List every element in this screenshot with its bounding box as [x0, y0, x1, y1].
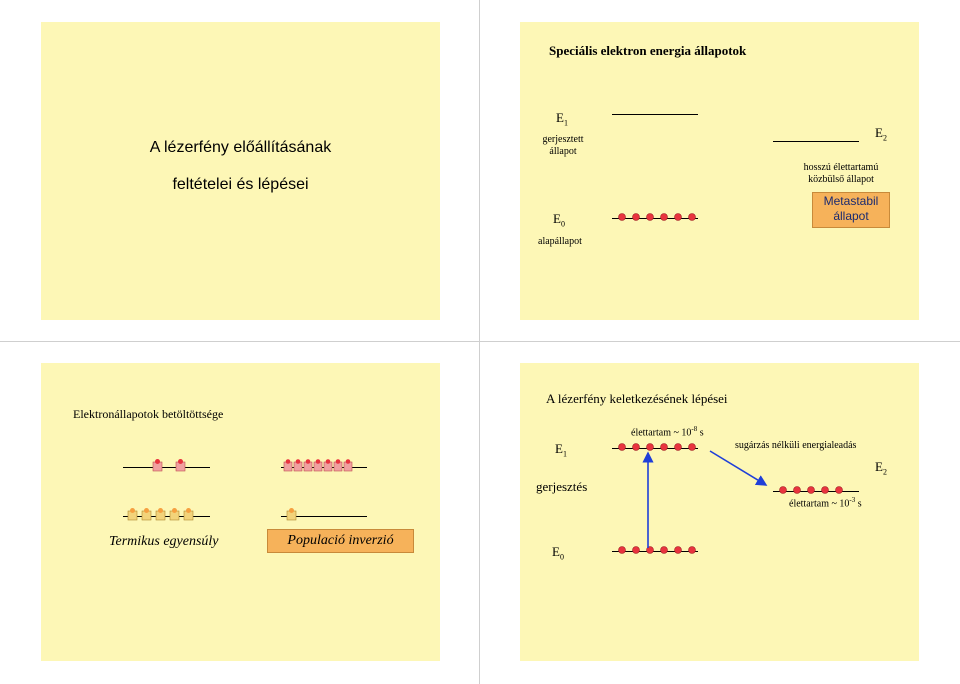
thermal-lower-atoms: [123, 506, 210, 522]
thermal-equilibrium-label: Termikus egyensúly: [109, 534, 219, 549]
e0-label: $E_0$: [552, 544, 564, 562]
atom-figure-icon: [314, 459, 322, 471]
e2-label: $E_2$: [875, 459, 887, 477]
atom-figure-icon: [156, 508, 165, 520]
e2-level-line: [773, 141, 859, 142]
excitation-label: gerjesztés: [536, 479, 588, 494]
e2-label: $E_2$: [875, 125, 887, 143]
slide-1-title-line-1: A lézerfény előállításának: [149, 139, 332, 156]
atom-figure-icon: [128, 508, 137, 520]
atom-figure-icon: [287, 508, 296, 520]
slide-4: [520, 363, 919, 661]
inversion-upper-atoms: [281, 457, 367, 473]
atom-figure-icon: [294, 459, 302, 471]
nonradiative-arrow: [710, 451, 766, 485]
red-dot-icon: [661, 214, 668, 221]
atom-figure-icon: [153, 459, 162, 471]
slide-2: [520, 22, 919, 320]
atom-figure-icon: [142, 508, 151, 520]
lifetime-1-label: élettartam ~ $10^{-8}$ s: [631, 425, 704, 439]
e1-level-line: [612, 114, 698, 115]
slide-1: [41, 22, 440, 320]
red-dot-icon: [675, 214, 682, 221]
atom-figure-icon: [170, 508, 179, 520]
inversion-lower-atoms: [281, 506, 367, 522]
atom-figure-icon: [304, 459, 312, 471]
slide-4-title: A lézerfény keletkezésének lépései: [546, 391, 728, 406]
slide-1-title-line-2: feltételei és lépései: [172, 176, 309, 193]
atom-figure-icon: [334, 459, 342, 471]
atom-figure-icon: [184, 508, 193, 520]
transition-arrows: [520, 363, 919, 661]
slide-3: [41, 363, 440, 661]
lifetime-2-label: élettartam ~ $10^{-3}$ s: [789, 496, 862, 510]
horizontal-page-divider: [0, 341, 960, 342]
excited-state-label: gerjesztett állapot: [542, 134, 584, 157]
e1-label: $E_1$: [556, 110, 568, 128]
metastable-description: hosszú élettartamú közbülső állapot: [803, 162, 879, 185]
slide-3-title: Elektronállapotok betöltöttsége: [73, 407, 224, 421]
red-dot-icon: [689, 214, 696, 221]
ground-state-label: alapállapot: [538, 236, 582, 247]
atom-figure-icon: [324, 459, 332, 471]
population-inversion-label: Populació inverzió: [287, 533, 394, 548]
e0-electrons: [612, 212, 698, 224]
nonradiative-label: sugárzás nélküli energialeadás: [735, 440, 857, 451]
atom-figure-icon: [176, 459, 185, 471]
metastable-badge-text: Metastabil állapot: [823, 194, 879, 223]
atom-figure-icon: [284, 459, 292, 471]
atom-figure-icon: [344, 459, 352, 471]
slide-2-title: Speciális elektron energia állapotok: [549, 43, 747, 58]
e0-label: $E_0$: [553, 211, 565, 229]
red-dot-icon: [647, 214, 654, 221]
e1-label: $E_1$: [555, 441, 567, 459]
vertical-page-divider: [479, 0, 480, 684]
red-dot-icon: [633, 214, 640, 221]
red-dot-icon: [619, 214, 626, 221]
thermal-upper-atoms: [123, 457, 210, 473]
